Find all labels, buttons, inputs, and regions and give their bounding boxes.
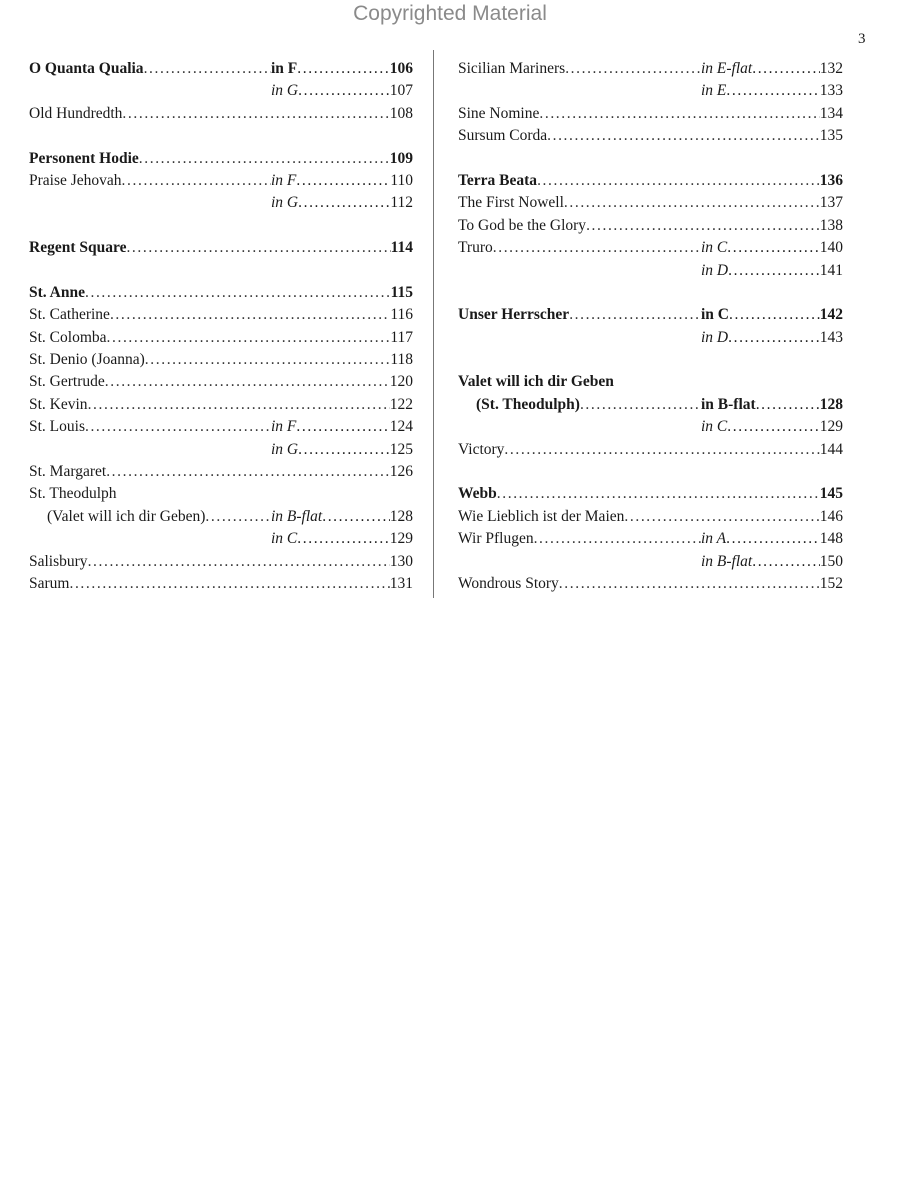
dot-leader: [534, 528, 701, 550]
index-entry: [458, 58, 843, 80]
key-slot: [701, 551, 843, 573]
page-ref: 130: [389, 552, 413, 570]
key-slot: [701, 260, 843, 282]
entry-title: St. Theodulph: [29, 485, 117, 503]
entry-title: Webb: [458, 485, 497, 503]
page-ref: 116: [390, 306, 413, 324]
group-spacer: [29, 260, 413, 282]
dot-leader: [752, 58, 820, 80]
page-number: 3: [858, 31, 866, 47]
key-slot: [271, 416, 413, 438]
page-ref: 112: [390, 194, 413, 212]
key-slot: [701, 327, 843, 349]
page-ref: 134: [819, 104, 843, 122]
entry-title: Wir Pflugen: [458, 530, 534, 548]
key-slot: [701, 80, 843, 102]
index-column-right: [458, 58, 843, 595]
page-ref: 125: [389, 440, 413, 458]
page-ref: 115: [390, 283, 413, 301]
index-entry: [458, 506, 843, 528]
entry-title: (Valet will ich dir Geben): [47, 507, 206, 525]
index-entry: [458, 416, 843, 438]
key-signature: in F: [271, 171, 297, 189]
dot-leader: [85, 416, 271, 438]
entry-title: St. Denio (Joanna): [29, 351, 145, 369]
index-entry: [29, 439, 413, 461]
dot-leader: [537, 170, 820, 192]
index-entry: [29, 282, 413, 304]
page-ref: 145: [819, 485, 843, 503]
dot-leader: [139, 148, 390, 170]
index-entry: [29, 573, 413, 595]
page-ref: 137: [819, 194, 843, 212]
entry-title: Sursum Corda: [458, 127, 548, 145]
key-signature: in B-flat: [271, 507, 323, 525]
key-slot: [701, 416, 843, 438]
key-slot: [271, 439, 413, 461]
dot-leader: [586, 215, 820, 237]
dot-leader: [297, 528, 389, 550]
index-entry: [29, 551, 413, 573]
dot-leader: [726, 80, 819, 102]
key-slot: [701, 304, 843, 326]
key-signature: in A: [701, 530, 727, 548]
key-signature: in E-flat: [701, 60, 753, 77]
page-ref: 114: [390, 239, 413, 257]
dot-leader: [106, 461, 390, 483]
dot-leader: [727, 416, 819, 438]
key-slot: [271, 506, 413, 528]
entry-title: Wondrous Story: [458, 574, 559, 592]
key-slot: [701, 394, 843, 416]
dot-leader: [726, 528, 820, 550]
page-ref: 106: [389, 60, 413, 77]
page-ref: 148: [819, 530, 843, 548]
dot-leader: [297, 58, 389, 80]
index-entry: [458, 439, 843, 461]
entry-title: St. Catherine: [29, 306, 110, 324]
index-entry: [29, 461, 413, 483]
dot-leader: [105, 371, 390, 393]
key-signature: in B-flat: [701, 552, 753, 570]
dot-leader: [729, 304, 820, 326]
page-ref: 109: [389, 149, 413, 167]
key-signature: in G: [271, 82, 299, 100]
key-signature: in D: [701, 328, 729, 346]
dot-leader: [296, 170, 390, 192]
dot-leader: [322, 506, 390, 528]
dot-leader: [504, 439, 819, 461]
dot-leader: [107, 327, 391, 349]
entry-title: Sicilian Mariners: [458, 60, 566, 77]
dot-leader: [298, 439, 390, 461]
key-signature: in C: [701, 239, 728, 257]
key-slot: [271, 528, 413, 550]
dot-leader: [547, 125, 820, 147]
index-entry: [29, 170, 413, 192]
page-ref: 122: [389, 395, 413, 413]
key-slot: [271, 192, 413, 214]
dot-leader: [580, 394, 701, 416]
dot-leader: [728, 327, 820, 349]
page-ref: 142: [819, 306, 843, 324]
dot-leader: [88, 551, 390, 573]
page-ref: 140: [819, 239, 843, 257]
page-ref: 129: [389, 530, 413, 548]
key-signature: in C: [701, 418, 728, 436]
index-entry: [458, 170, 843, 192]
page-ref: 124: [389, 418, 413, 436]
index-column-left: [29, 58, 413, 595]
entry-title: St. Anne: [29, 283, 85, 301]
page-ref: 118: [390, 351, 413, 369]
page-ref: 141: [819, 261, 843, 279]
dot-leader: [298, 80, 390, 102]
entry-title: St. Gertrude: [29, 373, 105, 391]
dot-leader: [497, 483, 820, 505]
index-entry: [29, 528, 413, 550]
key-slot: [701, 528, 843, 550]
key-slot: [701, 58, 843, 80]
index-entry: [29, 506, 413, 528]
index-entry: [458, 260, 843, 282]
key-signature: in F: [271, 60, 298, 77]
index-entry: [458, 573, 843, 595]
dot-leader: [756, 394, 820, 416]
dot-leader: [565, 58, 701, 80]
page-ref: 126: [389, 463, 413, 481]
entry-title: O Quanta Qualia: [29, 60, 144, 77]
copyright-watermark: Copyrighted Material: [353, 2, 547, 25]
group-spacer: [458, 461, 843, 483]
index-entry: [29, 192, 413, 214]
dot-leader: [569, 304, 701, 326]
entry-title: Sarum: [29, 574, 70, 592]
index-entry: [29, 237, 413, 259]
entry-title: Wie Lieblich ist der Maien: [458, 507, 625, 525]
index-entry: [29, 349, 413, 371]
dot-leader: [145, 349, 391, 371]
page-ref: 107: [389, 82, 413, 100]
index-entry: [458, 192, 843, 214]
index-entry: [29, 371, 413, 393]
index-entry: [29, 304, 413, 326]
index-entry: [458, 528, 843, 550]
dot-leader: [110, 304, 390, 326]
entry-title: Terra Beata: [458, 171, 538, 189]
page-ref: 128: [389, 507, 413, 525]
dot-leader: [559, 573, 820, 595]
dot-leader: [85, 282, 391, 304]
key-signature: in B-flat: [701, 395, 756, 413]
index-entry: [458, 304, 843, 326]
page-ref: 110: [390, 171, 413, 189]
index-entry: [458, 551, 843, 573]
dot-leader: [564, 192, 820, 214]
key-signature: in G: [271, 194, 299, 212]
entry-title: Regent Square: [29, 239, 127, 257]
group-spacer: [29, 215, 413, 237]
page-ref: 135: [819, 127, 843, 145]
dot-leader: [727, 237, 819, 259]
key-signature: in C: [701, 306, 729, 324]
entry-title: Unser Herrscher: [458, 306, 570, 324]
dot-leader: [539, 103, 819, 125]
page-ref: 117: [390, 328, 413, 346]
key-slot: [271, 170, 413, 192]
entry-title: The First Nowell: [458, 194, 564, 212]
dot-leader: [122, 170, 271, 192]
page-ref: 152: [819, 574, 843, 592]
entry-title: To God be the Glory: [458, 216, 587, 234]
page-ref: 150: [819, 552, 843, 570]
entry-title: Personent Hodie: [29, 149, 139, 167]
dot-leader: [493, 237, 701, 259]
dot-leader: [205, 506, 271, 528]
page-ref: 120: [389, 373, 413, 391]
dot-leader: [296, 416, 389, 438]
entry-title: Victory: [458, 440, 505, 458]
page-ref: 138: [819, 216, 843, 234]
index-entry: [29, 148, 413, 170]
index-entry: [29, 58, 413, 80]
index-entry: [458, 80, 843, 102]
entry-title: St. Colomba: [29, 328, 107, 346]
dot-leader: [752, 551, 820, 573]
dot-leader: [122, 103, 389, 125]
page-ref: 133: [819, 82, 843, 100]
index-entry: [458, 483, 843, 505]
entry-title: St. Louis: [29, 418, 85, 436]
index-entry: [458, 371, 843, 393]
index-entry: [458, 103, 843, 125]
index-entry: [29, 103, 413, 125]
key-signature: in F: [271, 418, 297, 436]
index-entry: [458, 394, 843, 416]
dot-leader: [69, 573, 389, 595]
entry-title: Old Hundredth: [29, 104, 123, 122]
entry-title: (St. Theodulph): [476, 395, 580, 413]
group-spacer: [458, 349, 843, 371]
group-spacer: [458, 282, 843, 304]
page-ref: 144: [819, 440, 843, 458]
column-divider: [433, 50, 434, 598]
dot-leader: [728, 260, 820, 282]
dot-leader: [144, 58, 271, 80]
entry-title: St. Margaret: [29, 463, 107, 481]
page-ref: 128: [819, 395, 843, 413]
page-ref: 129: [819, 418, 843, 436]
entry-title: Sine Nomine: [458, 104, 540, 122]
key-signature: in G: [271, 440, 299, 458]
dot-leader: [624, 506, 819, 528]
index-entry: [458, 327, 843, 349]
page-ref: 146: [819, 507, 843, 525]
page-ref: 136: [819, 171, 843, 189]
key-signature: in D: [701, 261, 729, 279]
index-entry: [29, 327, 413, 349]
group-spacer: [29, 125, 413, 147]
index-entry: [458, 215, 843, 237]
dot-leader: [126, 237, 390, 259]
entry-title: Truro: [458, 239, 493, 257]
entry-title: Praise Jehovah: [29, 171, 122, 189]
page-ref: 108: [389, 104, 413, 122]
entry-title: Salisbury: [29, 552, 88, 570]
index-entry: [29, 483, 413, 505]
group-spacer: [458, 148, 843, 170]
index-entry: [458, 125, 843, 147]
entry-title: Valet will ich dir Geben: [458, 373, 614, 391]
key-slot: [271, 58, 413, 80]
key-slot: [271, 80, 413, 102]
key-signature: in C: [271, 530, 298, 548]
dot-leader: [88, 394, 390, 416]
key-signature: in E: [701, 82, 727, 100]
dot-leader: [298, 192, 390, 214]
index-entry: [29, 394, 413, 416]
entry-title: St. Kevin: [29, 395, 88, 413]
page-ref: 131: [389, 574, 413, 592]
index-entry: [458, 237, 843, 259]
key-slot: [701, 237, 843, 259]
index-entry: [29, 416, 413, 438]
index-entry: [29, 80, 413, 102]
page-ref: 143: [819, 328, 843, 346]
page-ref: 132: [819, 60, 843, 77]
